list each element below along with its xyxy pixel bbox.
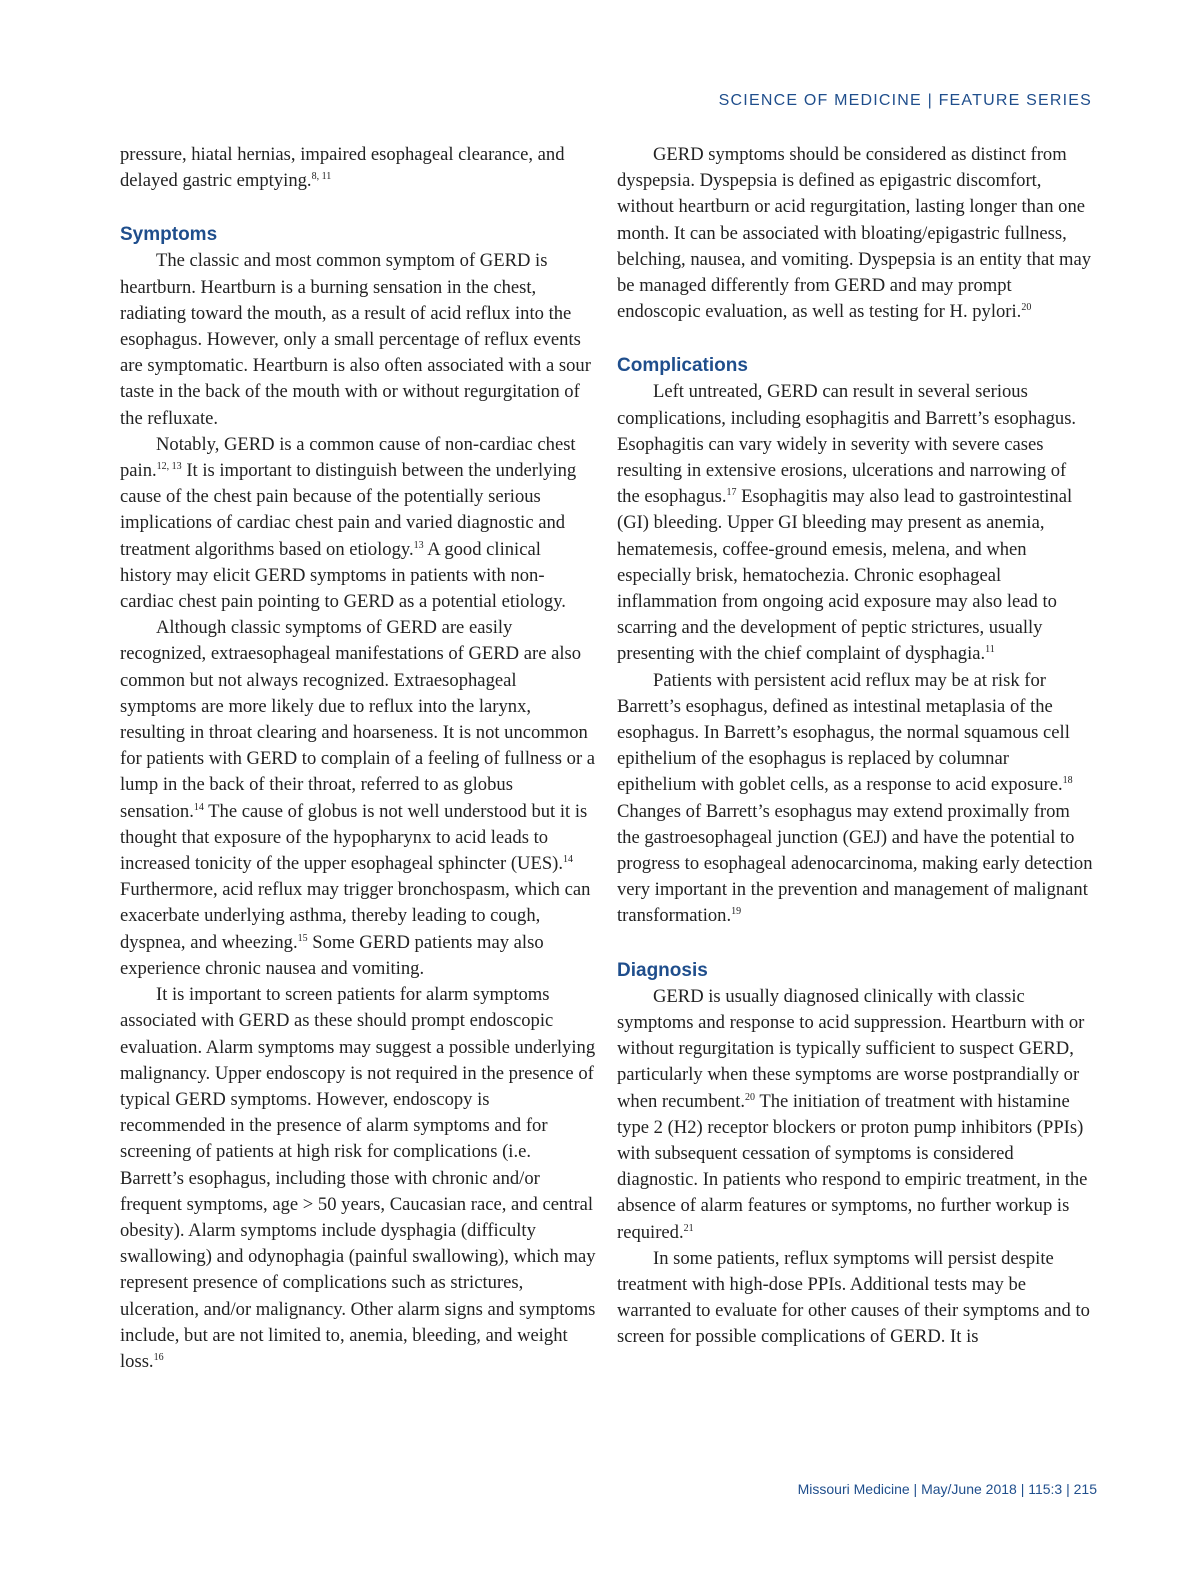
running-header: SCIENCE OF MEDICINE | FEATURE SERIES xyxy=(718,92,1092,109)
paragraph: Patients with persistent acid reflux may be at risk for Barrett’s esophagus, defined as intestinal metaplasia of the esophagus. In Barrett’s esophagus, the normal squamous cell epithelium of the esophagus is replaced by columnar epithelium with goblet cells, as a response to acid exposure.$^{18}$ Changes of Barrett’s esophagus may extend proximally from the gastroesophageal junction (GEJ) and have the potential to progress to esophageal adenocarcinoma, making early detection very important in the prevention and management of malignant transformation.$^{19}$ xyxy=(617,669,1093,927)
paragraph: The classic and most common symptom of GERD is heartburn. Heartburn is a burning sensation in the chest, radiating toward the mouth, as a result of acid reflux into the esophagus. However, only a small percentage of reflux events are symptomatic. Heartburn is also often associated with a sour taste in the back of the mouth with or without regurgitation of the refluxate. xyxy=(120,250,591,429)
citation: 21 xyxy=(683,1222,694,1234)
citation: 12, 13 xyxy=(156,461,182,473)
citation: 8, 11 xyxy=(311,171,332,183)
citation: 14 xyxy=(193,801,204,813)
citation: 20 xyxy=(1021,302,1032,314)
paragraph: Although classic symptoms of GERD are easily recognized, extraesophageal manifestations of GERD are also common but not always recognized. Extraesophageal symptoms are more likely due to reflux into the larynx, resulting in throat clearing and hoarseness. It is not uncommon for patients with GERD to complain of a feeling of fullness or a lump in the back of their throat, referred to as globus sensation.$^{14}$ The cause of globus is not well understood but it is thought that exposure of the hypopharynx to acid leads to increased tonicity of the upper esophageal sphincter (UES).$^{14}$ Furthermore, acid reflux may trigger bronchospasm, which can exacerbate underlying asthma, thereby leading to cough, dyspnea, and wheezing.$^{15}$ Some GERD patients may also experience chronic nausea and vomiting. xyxy=(120,617,596,979)
paragraph: GERD symptoms should be considered as distinct from dyspepsia. Dyspepsia is defined as epigastric discomfort, without heartburn or acid regurgitation, lasting longer than one month. It can be associated with bloating/epigastric fullness, belching, nausea, and vomiting. Dyspepsia is an entity that may be managed differently from GERD and may prompt endoscopic evaluation, as well as testing for H. pylori.$^{20}$ xyxy=(617,144,1092,323)
paragraph: Notably, GERD is a common cause of non-cardiac chest pain.$^{12, 13}$ It is important to distinguish between the underlying cause of the chest pain because of the potentially serious implications of cardiac chest pain and varied diagnostic and treatment algorithms based on etiology.$^{13}$ A good clinical history may elicit GERD symptoms in patients with non-cardiac chest pain pointing to GERD as a potential etiology. xyxy=(120,433,577,613)
citation: 16 xyxy=(153,1351,164,1363)
paragraph: In some patients, reflux symptoms will persist despite treatment with high-dose PPIs. Additional tests may be warranted to evaluate for other causes of their symptoms and to screen for possible complications of GERD. It is xyxy=(617,1247,1090,1348)
citation: 17 xyxy=(726,487,737,499)
citation: 13 xyxy=(413,539,424,551)
section-heading-diagnosis: Diagnosis xyxy=(617,959,708,981)
paragraph: It is important to screen patients for alarm symptoms associated with GERD as these should prompt endoscopic evaluation. Alarm symptoms may suggest a possible underlying malignancy. Upper endoscopy is not required in the presence of typical GERD symptoms. However, endoscopy is recommended in the presence of alarm symptoms and for screening of patients at high risk for complications (i.e. Barrett’s esophagus, including those with chronic and/or frequent symptoms, age > 50 years, Caucasian race, and central obesity). Alarm symptoms include dysphagia (difficulty swallowing) and odynophagia (painful swallowing), which may represent presence of complications such as strictures, ulceration, and/or malignancy. Other alarm signs and symptoms include, but are not limited to, anemia, bleeding, and weight loss.$^{16}$ xyxy=(120,984,596,1372)
citation: 15 xyxy=(297,932,308,944)
section-heading-complications: Complications xyxy=(617,355,748,377)
left-column xyxy=(120,142,596,1375)
section-heading-symptoms: Symptoms xyxy=(120,224,218,246)
citation: 18 xyxy=(1062,775,1073,787)
citation: 20 xyxy=(745,1091,756,1103)
right-column xyxy=(617,142,1093,1351)
paragraph: GERD is usually diagnosed clinically with classic symptoms and response to acid suppression. Heartburn with or without regurgitation is typically sufficient to suspect GERD, particularly when these symptoms are worse postprandially or when recumbent.$^{20}$ The initiation of treatment with histamine type 2 (H2) receptor blockers or proton pump inhibitors (PPIs) with subsequent cessation of symptoms is considered diagnostic. In patients who respond to empiric treatment, in the absence of alarm features or symptoms, no further workup is required.$^{21}$ xyxy=(617,985,1088,1243)
citation: 11 xyxy=(985,644,995,656)
paragraph: Left untreated, GERD can result in several serious complications, including esophagitis and Barrett’s esophagus. Esophagitis can vary widely in severity with severe cases resulting in extensive erosions, ulcerations and narrowing of the esophagus.$^{17}$ Esophagitis may also lead to gastrointestinal (GI) bleeding. Upper GI bleeding may present as anemia, hematemesis, coffee-ground emesis, melena, and when especially brisk, hematochezia. Chronic esophageal inflammation from ongoing acid exposure may also lead to scarring and the development of peptic strictures, usually presenting with the chief complaint of dysphagia.$^{11}$ xyxy=(617,381,1077,665)
citation: 19 xyxy=(731,906,742,918)
page-footer: Missouri Medicine | May/June 2018 | 115:3 | 215 xyxy=(797,1481,1097,1497)
paragraph: pressure, hiatal hernias, impaired esophageal clearance, and delayed gastric emptying.$^{8, 11}$ xyxy=(120,144,565,192)
citation: 14 xyxy=(563,854,573,866)
